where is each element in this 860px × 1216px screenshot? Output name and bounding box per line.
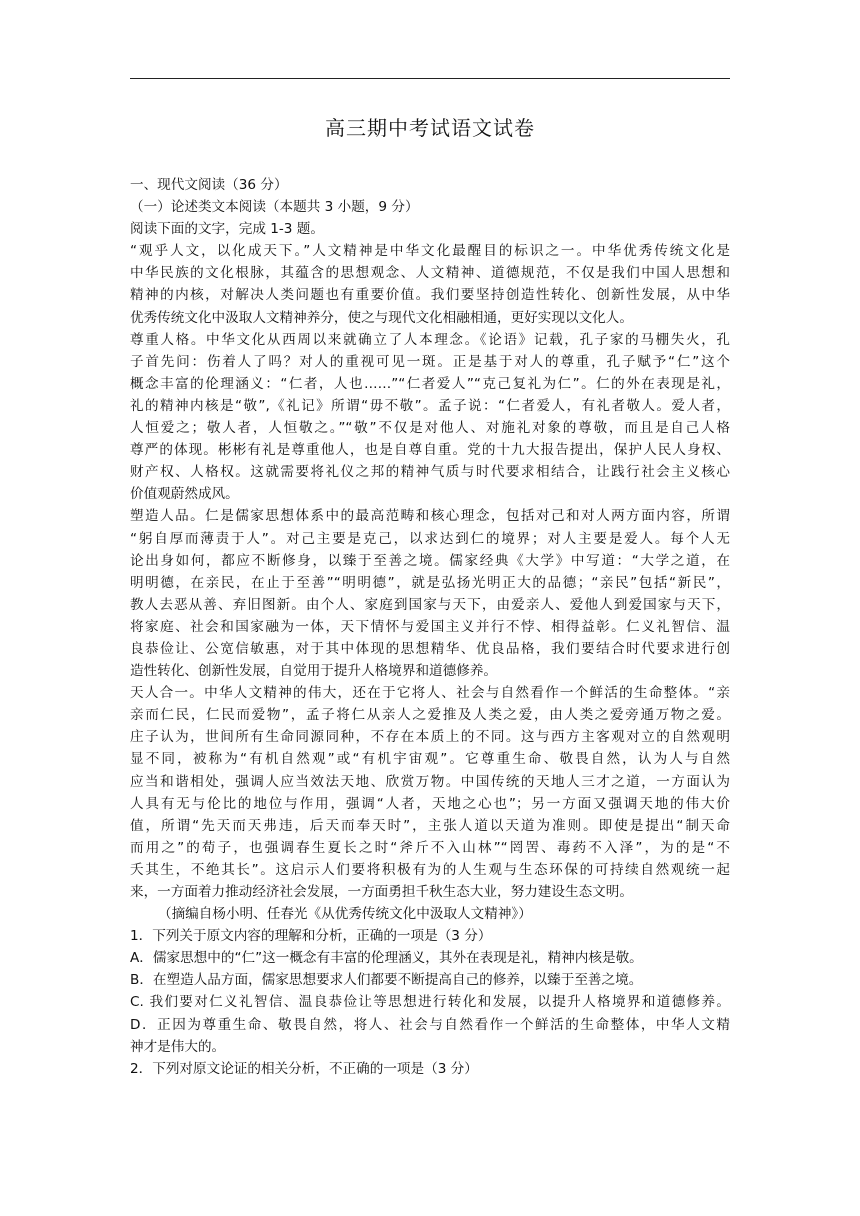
text-line: 应当和谐相处，强调人应当效法天地、欣赏万物。中国传统的天地人三才之道，一方面认为	[130, 773, 730, 790]
text-line: “躬自厚而薄责于人”。对己主要是克己，以求达到仁的境界；对人主要是爱人。每个人无	[130, 530, 730, 547]
text-line: 造性转化、创新性发展，自觉用于提升人格境界和道德修养。	[130, 663, 498, 680]
text-line: 尊重人格。中华文化从西周以来就确立了人本理念。《论语》记载，孔子家的马棚失火，孔	[130, 331, 730, 348]
text-line: 庄子认为，世间所有生命同源同种，不存在本质上的不同。这与西方主客观对立的自然观明	[130, 729, 730, 746]
text-line: 中华民族的文化根脉，其蕴含的思想观念、人文精神、道德规范，不仅是我们中国人思想和	[130, 265, 730, 282]
text-line: 人具有无与伦比的地位与作用，强调“人者，天地之心也”；另一方面又强调天地的伟大价	[130, 795, 730, 812]
text-line: 财产权、人格权。这就需要将礼仪之邦的精神气质与时代要求相结合，让践行社会主义核心	[130, 464, 730, 481]
text-line: “观乎人文，以化成天下。”人文精神是中华文化最醒目的标识之一。中华优秀传统文化是	[130, 243, 730, 260]
text-line: A．儒家思想中的“仁”这一概念有丰富的伦理涵义，其外在表现是礼，精神内核是敬。	[130, 950, 643, 967]
text-line: D．正因为尊重生命、敬畏自然，将人、社会与自然看作一个鲜活的生命整体，中华人文精	[130, 1016, 730, 1033]
text-line: 1．下列关于原文内容的理解和分析，正确的一项是（3 分）	[130, 928, 492, 945]
text-line: 显不同，被称为“有机自然观”或“有机宇宙观”。它尊重生命、敬畏自然，认为人与自然	[130, 751, 730, 768]
exam-page	[130, 0, 730, 1216]
text-line: 子首先问：伤着人了吗？对人的重视可见一斑。正是基于对人的尊重，孔子赋予“仁”这个	[130, 353, 730, 370]
text-line: （摘编自杨小明、任春光《从优秀传统文化中汲取人文精神》）	[158, 906, 532, 923]
text-line: 尊严的体现。彬彬有礼是尊重他人，也是自尊自重。党的十九大报告提出，保护人民人身权、	[130, 442, 730, 459]
text-line: 阅读下面的文字，完成 1-3 题。	[130, 221, 324, 238]
text-line: 礼的精神内核是“敬”,《礼记》所谓“毋不敬”。孟子说：“仁者爱人，有礼者敬人。爱人者，	[130, 397, 730, 414]
text-line: 神才是伟大的。	[130, 1038, 226, 1055]
header-rule	[130, 78, 730, 79]
text-line: 而用之”的荀子，也强调春生夏长之时“斧斤不入山林”“罔罟、毒药不入泽”，为的是“不	[130, 839, 730, 856]
text-line: 优秀传统文化中汲取人文精神养分，使之与现代文化相融相通，更好实现以文化人。	[130, 309, 633, 326]
text-line: 概念丰富的伦理涵义：“仁者，人也……”“仁者爱人”“克己复礼为仁”。仁的外在表现是礼，	[130, 375, 730, 392]
text-line: 夭其生，不绝其长”。这启示人们要将积极有为的人生观与生态环保的可持续自然观统一起	[130, 861, 730, 878]
text-line: 天人合一。中华人文精神的伟大，还在于它将人、社会与自然看作一个鲜活的生命整体。“亲	[130, 685, 730, 702]
text-line: 将家庭、社会和国家融为一体，天下情怀与爱国主义并行不悖、相得益彰。仁义礼智信、温	[130, 618, 730, 635]
page-title: 高三期中考试语文试卷	[325, 116, 535, 140]
text-line: C. 我们要对仁义礼智信、温良恭俭让等思想进行转化和发展，以提升人格境界和道德修养。	[130, 994, 730, 1011]
text-line: （一）论述类文本阅读（本题共 3 小题，9 分）	[130, 199, 419, 216]
text-line: 精神的内核，对解决人类问题也有重要价值。我们要坚持创造性转化、创新性发展，从中华	[130, 287, 730, 304]
text-line: 明明德，在亲民，在止于至善”“明明德”，就是弘扬光明正大的品德；“亲民”包括“新民”，	[130, 574, 730, 591]
text-line: 价值观蔚然成风。	[130, 486, 239, 503]
text-line: 人恒爱之；敬人者，人恒敬之。”“敬”不仅是对他人、对施礼对象的尊敬，而且是自己人格	[130, 420, 730, 437]
text-line: 良恭俭让、公宽信敏惠，对于其中体现的思想精华、优良品格，我们要结合时代要求进行创	[130, 640, 730, 657]
text-line: 塑造人品。仁是儒家思想体系中的最高范畴和核心理念，包括对己和对人两方面内容，所谓	[130, 508, 730, 525]
text-line: 来，一方面着力推动经济社会发展，一方面勇担千秋生态大业，努力建设生态文明。	[130, 884, 633, 900]
text-line: 2．下列对原文论证的相关分析，不正确的一项是（3 分）	[130, 1060, 478, 1077]
text-line: 教人去恶从善、弃旧图新。由个人、家庭到国家与天下，由爱亲人、爱他人到爱国家与天下，	[130, 596, 730, 613]
text-line: B．在塑造人品方面，儒家思想要求人们都要不断提高自己的修养，以臻于至善之境。	[130, 972, 643, 989]
passage-body	[130, 174, 730, 1080]
text-line: 一、现代文阅读（36 分）	[130, 177, 288, 193]
text-line: 论出身如何，都应不断修身，以臻于至善之境。儒家经典《大学》中写道：“大学之道，在	[130, 552, 730, 569]
text-line: 亲而仁民，仁民而爱物”，孟子将仁从亲人之爱推及人类之爱，由人类之爱旁通万物之爱。	[130, 707, 730, 724]
text-line: 值，所谓“先天而天弗违，后天而奉天时”，主张人道以天道为准则。即使是提出“制天命	[130, 817, 730, 834]
